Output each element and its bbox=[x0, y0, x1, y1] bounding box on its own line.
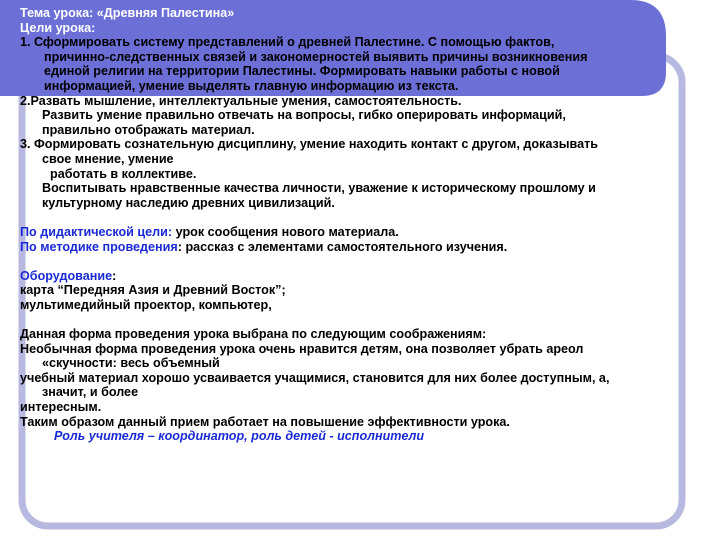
reasons-line-5: значит, и более bbox=[42, 385, 139, 400]
goal-2-line-2: Развить умение правильно отвечать на вопросы, гибко оперировать информаций, bbox=[42, 108, 566, 123]
goal-3-line-4: Воспитывать нравственные качества личности, уважение к историческому прошлому и bbox=[42, 181, 596, 196]
teaching-method-label: По методике проведения bbox=[20, 239, 178, 254]
goal-1-line-3: единой религии на территории Палестины. Формировать навыки работы с новой bbox=[44, 64, 560, 79]
goal-1-line-1: 1. Сформировать систему представлений о древней Палестине. С помощью фактов, bbox=[20, 35, 555, 50]
reasons-line-1: Данная форма проведения урока выбрана по следующим соображениям: bbox=[20, 327, 487, 342]
goals-heading: Цели урока: bbox=[20, 20, 96, 35]
goal-3-line-3: работать в коллективе. bbox=[50, 166, 197, 181]
spacer bbox=[20, 254, 710, 269]
teaching-method bbox=[20, 240, 710, 255]
equipment-item-1: карта “Передняя Азия и Древний Восток”; bbox=[20, 283, 286, 298]
lesson-plan-text bbox=[20, 6, 710, 444]
lesson-topic: Тема урока: «Древняя Палестина» bbox=[20, 6, 235, 20]
goal-3-line-2: свое мнение, умение bbox=[42, 151, 174, 166]
didactic-goal bbox=[20, 225, 710, 240]
goal-3-line-1: 3. Формировать сознательную дисциплину, умение находить контакт с другом, доказывать bbox=[20, 137, 598, 152]
equipment-item-2: мультимедийный проектор, компьютер, bbox=[20, 297, 272, 312]
equipment-colon: : bbox=[112, 268, 117, 283]
roles-line: Роль учителя – координатор, роль детей - исполнители bbox=[54, 429, 425, 444]
spacer bbox=[20, 210, 710, 225]
didactic-goal-label: По дидактической цели: bbox=[20, 224, 173, 239]
goal-1-line-2: причинно-следственных связей и закономерностей выявить причины возникновения bbox=[44, 49, 588, 64]
spacer bbox=[20, 312, 710, 327]
reasons-line-6: интересным. bbox=[20, 400, 102, 415]
goal-1-line-4: информацией, умение выделять главную информацию из текста. bbox=[44, 78, 459, 93]
reasons-line-7: Таким образом данный прием работает на повышение эффективности урока. bbox=[20, 414, 510, 429]
equipment-heading bbox=[20, 269, 710, 284]
goal-3-line-5: культурному наследию древних цивилизаций. bbox=[42, 195, 335, 210]
reasons-line-2: Необычная форма проведения урока очень нравится детям, она позволяет убрать ареол bbox=[20, 341, 584, 356]
equipment-label: Оборудование bbox=[20, 268, 113, 283]
didactic-goal-value: урок сообщения нового материала. bbox=[172, 224, 399, 239]
teaching-method-value: : рассказ с элементами самостоятельного изучения. bbox=[177, 239, 508, 254]
goal-2-line-3: правильно отображать материал. bbox=[42, 122, 255, 137]
reasons-line-4: учебный материал хорошо усваивается учащимися, становится для них более доступным, а, bbox=[20, 370, 610, 385]
goal-2-line-1: 2.Развать мышление, интеллектуальные умения, самостоятельность. bbox=[20, 93, 462, 108]
reasons-line-3: «скучности: весь объемный bbox=[42, 356, 220, 371]
